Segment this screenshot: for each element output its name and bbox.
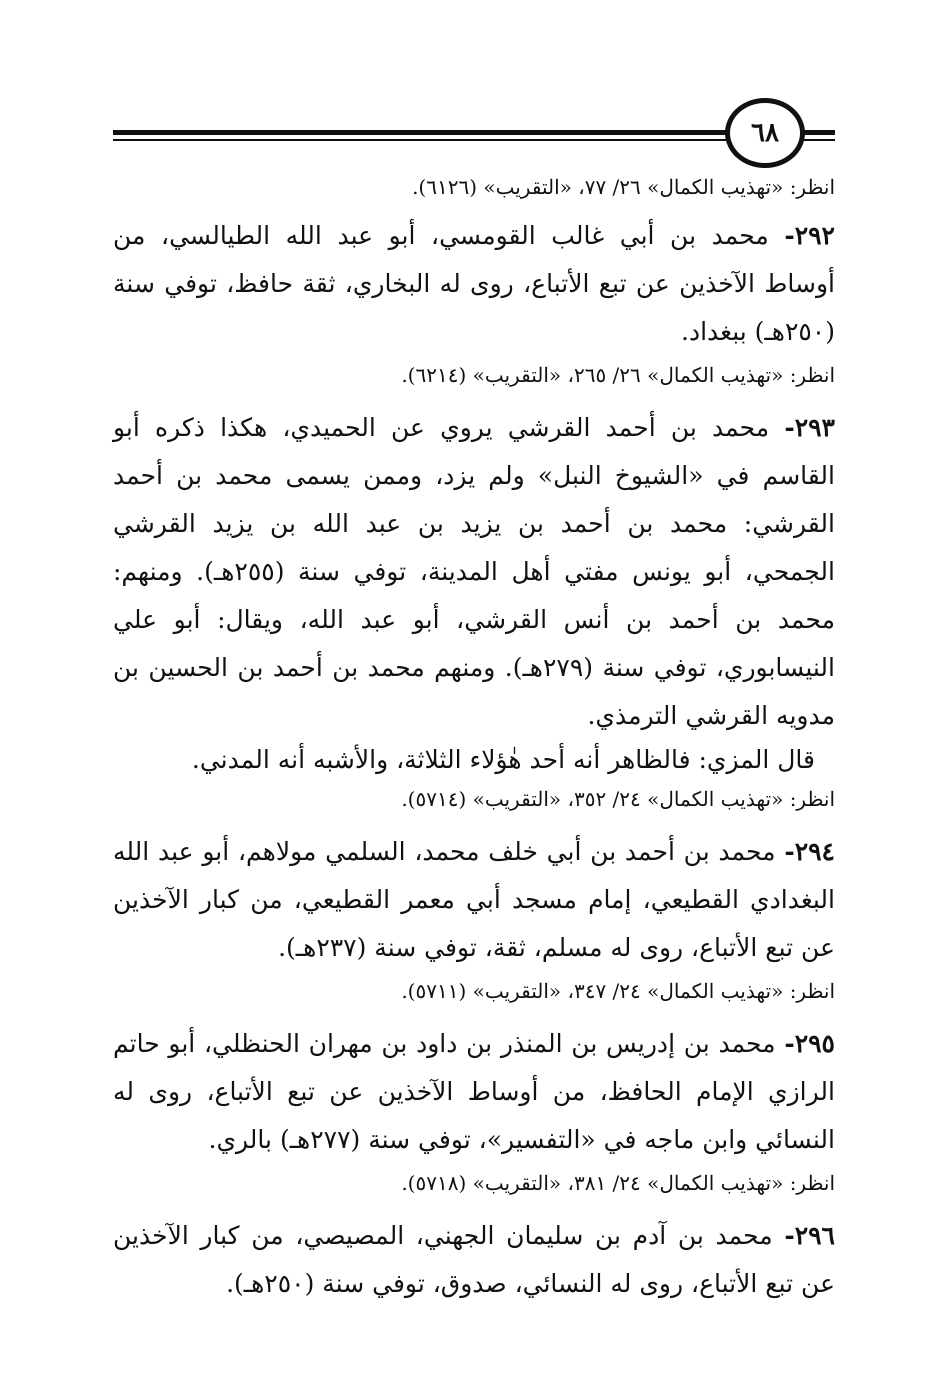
entry-text: محمد بن أبي غالب القومسي، أبو عبد الله الطيالسي، من أوساط الآخذين عن تبع الأتباع، روى له البخاري، ثقة حافظ، توفي سنة (٢٥٠هـ) ببغداد. [113,221,835,346]
biography-entry [113,212,835,356]
entry-text: محمد بن إدريس بن المنذر بن داود بن مهران الحنظلي، أبو حاتم الرازي الإمام الحافظ، من أوساط الآخذين عن تبع الأتباع، روى له النسائي وابن ماجه في «التفسير»، توفي سنة (٢٧٧هـ) بالري. [113,1029,835,1154]
reference-line: انظر: «تهذيب الكمال» ٢٤/ ٣٥٢، «التقريب» (٥٧١٤). [401,787,835,811]
biography-entry [113,1020,835,1164]
entry-text: محمد بن آدم بن سليمان الجهني، المصيصي، من كبار الآخذين عن تبع الأتباع، روى له النسائي، صدوق، توفي سنة (٢٥٠هـ). [113,1221,835,1298]
scholar-note: قال المزي: فالظاهر أنه أحد هٰؤلاء الثلاثة، والأشبه أنه المدني. [191,745,815,774]
entry-number: ٢٩٢- [784,221,835,250]
biography-entry [113,828,835,972]
entry-text: محمد بن أحمد القرشي يروي عن الحميدي، هكذا ذكره أبو القاسم في «الشيوخ النبل» ولم يزد، وممن يسمى محمد بن أحمد القرشي: محمد بن أحمد بن يزيد بن عبد الله بن يزيد القرشي الجمحي، أبو يونس مفتي أهل المدينة، توفي سنة (٢٥٥هـ). ومنهم: محمد بن أحمد بن أنس القرشي، أبو عبد الله، ويقال: أبو علي النيسابوري، توفي سنة (٢٧٩هـ). ومنهم محمد بن أحمد بن الحسين بن مدويه القرشي الترمذي. [113,413,835,730]
entry-number: ٢٩٣- [784,413,835,442]
entry-text: محمد بن أحمد بن أبي خلف محمد، السلمي مولاهم، أبو عبد الله البغدادي القطيعي، إمام مسجد أبي معمر القطيعي، من كبار الآخذين عن تبع الأتباع، روى له مسلم، ثقة، توفي سنة (٢٣٧هـ). [113,837,835,962]
entry-number: ٢٩٦- [784,1221,835,1250]
reference-line: انظر: «تهذيب الكمال» ٢٦/ ٧٧، «التقريب» (٦١٢٦). [412,175,835,199]
entry-number: ٢٩٤- [784,837,835,866]
entry-number: ٢٩٥- [784,1029,835,1058]
page-number-badge [725,98,805,168]
reference-line: انظر: «تهذيب الكمال» ٢٤/ ٣٨١، «التقريب» (٥٧١٨). [401,1171,835,1195]
reference-line: انظر: «تهذيب الكمال» ٢٤/ ٣٤٧، «التقريب» (٥٧١١). [401,979,835,1003]
page-content [113,168,835,1308]
page-header [0,0,949,180]
reference-line: انظر: «تهذيب الكمال» ٢٦/ ٢٦٥، «التقريب» (٦٢١٤). [401,363,835,387]
biography-entry [113,404,835,740]
biography-entry [113,1212,835,1308]
page-number: ٦٨ [751,118,779,148]
